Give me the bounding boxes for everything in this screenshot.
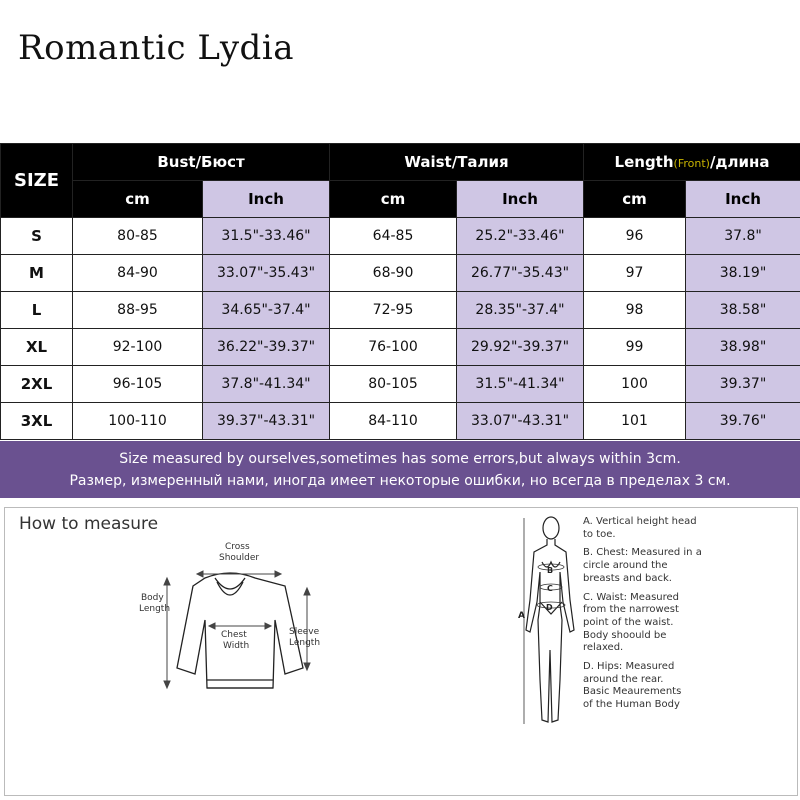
legend-line: A. Vertical height head bbox=[583, 516, 697, 527]
bust-inch-cell: 39.37"-43.31" bbox=[203, 403, 330, 440]
bust-cm-cell: 96-105 bbox=[73, 366, 203, 403]
bust-inch-cell: 37.8"-41.34" bbox=[203, 366, 330, 403]
bust-cm-cell: 100-110 bbox=[73, 403, 203, 440]
waist-cm-cell: 80-105 bbox=[330, 366, 457, 403]
table-row bbox=[1, 403, 800, 440]
length-cm-header: cm bbox=[584, 181, 686, 218]
measurement-note-banner bbox=[0, 441, 800, 498]
legend-line: D. Hips: Measured bbox=[583, 661, 675, 673]
table-header-row bbox=[1, 144, 800, 181]
body-length-label: Body bbox=[141, 593, 164, 603]
length-header bbox=[584, 144, 800, 181]
table-row bbox=[1, 255, 800, 292]
table-row bbox=[1, 218, 800, 255]
table-subheader-row bbox=[1, 181, 800, 218]
waist-cm-header: cm bbox=[330, 181, 457, 218]
legend-line: Basic Meaurements bbox=[583, 686, 682, 698]
note-russian: Размер, измеренный нами, иногда имеет некоторые ошибки, но всегда в пределах 3 см. bbox=[69, 473, 731, 489]
length-cm-cell: 98 bbox=[584, 292, 686, 329]
waist-inch-cell: 26.77"-35.43" bbox=[457, 255, 584, 292]
legend-item-d bbox=[583, 661, 783, 712]
chest-width-label-2: Width bbox=[223, 641, 250, 651]
table-row bbox=[1, 329, 800, 366]
bust-inch-cell: 33.07"-35.43" bbox=[203, 255, 330, 292]
length-header-suffix: /длина bbox=[709, 153, 770, 171]
body-length-arrow bbox=[164, 578, 170, 688]
figure-letter-d: D bbox=[546, 603, 553, 612]
waist-cm-cell: 84-110 bbox=[330, 403, 457, 440]
legend-line: around the rear. bbox=[583, 673, 664, 685]
figure-letter-c: C bbox=[547, 584, 553, 593]
waist-inch-cell: 33.07"-43.31" bbox=[457, 403, 584, 440]
legend-line: Body shoould be bbox=[583, 629, 667, 641]
table-row bbox=[1, 366, 800, 403]
waist-inch-header: Inch bbox=[457, 181, 584, 218]
legend-line: from the narrowest bbox=[583, 604, 679, 616]
length-inch-cell: 38.58" bbox=[686, 292, 800, 329]
legend-line: point of the waist. bbox=[583, 616, 674, 628]
bust-cm-cell: 92-100 bbox=[73, 329, 203, 366]
size-cell: XL bbox=[1, 329, 73, 366]
size-cell: L bbox=[1, 292, 73, 329]
sweater-measure-diagram bbox=[135, 538, 335, 718]
size-cell: 3XL bbox=[1, 403, 73, 440]
size-chart-table bbox=[0, 143, 800, 440]
bust-cm-cell: 88-95 bbox=[73, 292, 203, 329]
size-cell: 2XL bbox=[1, 366, 73, 403]
length-inch-cell: 37.8" bbox=[686, 218, 800, 255]
legend-line: relaxed. bbox=[583, 642, 624, 654]
length-front-note: (Front) bbox=[673, 157, 710, 170]
length-cm-cell: 99 bbox=[584, 329, 686, 366]
waist-cm-cell: 68-90 bbox=[330, 255, 457, 292]
note-english: Size measured by ourselves,sometimes has some errors,but always within 3cm. bbox=[119, 451, 681, 467]
cross-shoulder-label-2: Shoulder bbox=[219, 553, 260, 563]
body-length-label-2: Length bbox=[139, 604, 171, 614]
bust-inch-cell: 36.22"-39.37" bbox=[203, 329, 330, 366]
bust-header: Bust/Бюст bbox=[73, 144, 330, 181]
legend-line: C. Waist: Measured bbox=[583, 591, 680, 603]
bust-inch-cell: 31.5"-33.46" bbox=[203, 218, 330, 255]
human-body-outline bbox=[526, 517, 574, 722]
waist-header: Waist/Талия bbox=[330, 144, 584, 181]
length-inch-cell: 39.37" bbox=[686, 366, 800, 403]
bust-cm-cell: 84-90 bbox=[73, 255, 203, 292]
bust-inch-cell: 34.65"-37.4" bbox=[203, 292, 330, 329]
legend-item-c bbox=[583, 592, 783, 656]
length-inch-cell: 39.76" bbox=[686, 403, 800, 440]
brand-logo: Romantic Lydia bbox=[18, 28, 294, 68]
bust-cm-header: cm bbox=[73, 181, 203, 218]
legend-line: B. Chest: Measured in a bbox=[583, 547, 702, 559]
waist-inch-cell: 29.92"-39.37" bbox=[457, 329, 584, 366]
legend-line: to toe. bbox=[583, 528, 616, 540]
legend-item-b bbox=[583, 547, 783, 585]
legend-line: breasts and back. bbox=[583, 572, 672, 584]
table-row bbox=[1, 292, 800, 329]
cross-shoulder-label: Cross bbox=[225, 542, 250, 552]
waist-cm-cell: 76-100 bbox=[330, 329, 457, 366]
length-inch-cell: 38.19" bbox=[686, 255, 800, 292]
length-cm-cell: 100 bbox=[584, 366, 686, 403]
bust-cm-cell: 80-85 bbox=[73, 218, 203, 255]
length-inch-header: Inch bbox=[686, 181, 800, 218]
size-cell: M bbox=[1, 255, 73, 292]
legend-line: of the Human Body bbox=[583, 699, 680, 711]
chest-width-arrow bbox=[209, 623, 271, 629]
legend-item-a bbox=[583, 516, 783, 541]
sleeve-length-label: Sleeve bbox=[289, 627, 320, 637]
legend-line: circle around the bbox=[583, 560, 668, 572]
sleeve-length-label-2: Length bbox=[289, 638, 321, 648]
body-measure-diagram bbox=[510, 510, 585, 735]
how-to-measure-title: How to measure bbox=[19, 514, 159, 534]
waist-inch-cell: 25.2"-33.46" bbox=[457, 218, 584, 255]
chest-width-label: Chest bbox=[221, 630, 247, 640]
measurement-legend bbox=[583, 516, 783, 718]
length-header-label: Length bbox=[614, 153, 674, 171]
length-cm-cell: 97 bbox=[584, 255, 686, 292]
waist-inch-cell: 31.5"-41.34" bbox=[457, 366, 584, 403]
waist-cm-cell: 72-95 bbox=[330, 292, 457, 329]
size-cell: S bbox=[1, 218, 73, 255]
figure-letter-b: B bbox=[547, 566, 554, 575]
length-inch-cell: 38.98" bbox=[686, 329, 800, 366]
length-cm-cell: 101 bbox=[584, 403, 686, 440]
how-to-measure-panel bbox=[4, 507, 798, 796]
figure-letter-a: A bbox=[518, 611, 525, 621]
length-cm-cell: 96 bbox=[584, 218, 686, 255]
waist-inch-cell: 28.35"-37.4" bbox=[457, 292, 584, 329]
bust-inch-header: Inch bbox=[203, 181, 330, 218]
waist-cm-cell: 64-85 bbox=[330, 218, 457, 255]
size-column-header: SIZE bbox=[1, 144, 73, 218]
